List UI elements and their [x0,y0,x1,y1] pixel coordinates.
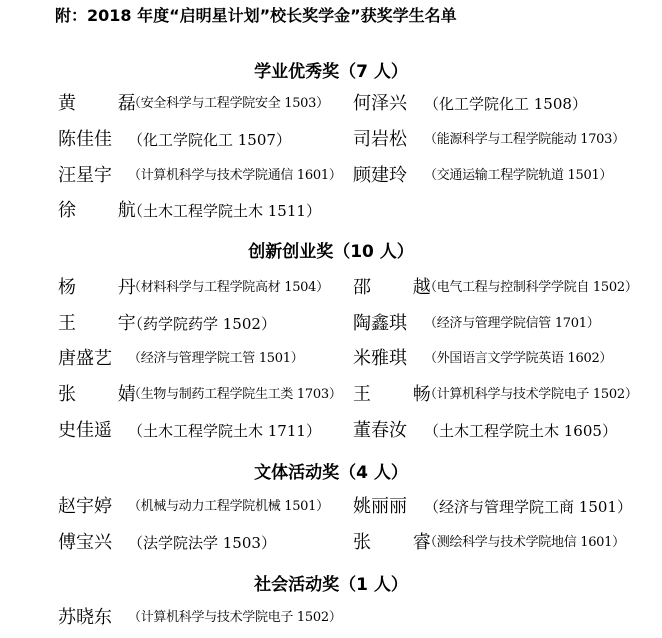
section-heading-arts-sports: 文体活动奖（4 人） [254,463,408,483]
awardee-dept: （计算机科学与技术学院电子 1502） [424,387,638,402]
awardee-name: 汪星宇 [58,165,112,186]
awardee-dept: （交通运输工程学院轨道 1501） [424,168,613,183]
awardee-name: 姚丽丽 [353,496,407,517]
awardee-dept: （土木工程学院土木 1711） [128,422,321,440]
awardee-dept: （机械与动力工程学院机械 1501） [128,499,329,514]
section-heading-innovation: 创新创业奖（10 人） [248,242,414,262]
document-title: 附：2018 年度“启明星计划”校长奖学金”获奖学生名单 [55,6,457,25]
awardee-name: 司岩松 [353,129,407,150]
awardee-dept: （药学院药学 1502） [128,315,276,333]
awardee-name: 王 畅 [353,384,449,405]
awardee-dept: （法学院法学 1503） [128,534,276,552]
awardee-dept: （化工学院化工 1508） [424,95,587,113]
awardee-name: 史佳遥 [58,420,112,441]
awardee-name: 黄 磊 [58,93,154,114]
awardee-name: 傅宝兴 [58,532,112,553]
awardee-name: 陈佳佳 [58,129,112,150]
awardee-dept: （化工学院化工 1507） [128,131,291,149]
awardee-name: 何泽兴 [353,93,407,114]
awardee-name: 苏晓东 [58,607,112,628]
awardee-name: 徐 航 [58,200,154,221]
awardee-name: 陶鑫琪 [353,313,407,334]
awardee-name: 米雅琪 [353,348,407,369]
section-heading-academic: 学业优秀奖（7 人） [254,62,408,82]
awardee-name: 赵宇婷 [58,496,112,517]
awardee-dept: （经济与管理学院信管 1701） [424,316,600,331]
awardee-dept: （材料科学与工程学院高材 1504） [128,280,329,295]
awardee-dept: （土木工程学院土木 1511） [128,202,321,220]
awardee-dept: （安全科学与工程学院安全 1503） [128,96,329,111]
awardee-dept: （经济与管理学院工管 1501） [128,351,304,366]
awardee-dept: （能源科学与工程学院能动 1703） [424,132,625,147]
awardee-name: 董春汝 [353,420,407,441]
awardee-dept: （计算机科学与技术学院通信 1601） [128,168,342,183]
section-heading-social: 社会活动奖（1 人） [254,575,408,595]
awardee-name: 张 睿 [353,532,449,553]
awardee-dept: （外国语言文学学院英语 1602） [424,351,613,366]
awardee-name: 张 婧 [58,384,154,405]
awardee-name: 顾建玲 [353,165,407,186]
awardee-name: 唐盛艺 [58,348,112,369]
awardee-dept: （经济与管理学院工商 1501） [424,498,632,516]
awardee-name: 邵 越 [353,277,449,298]
awardee-dept: （土木工程学院土木 1605） [424,422,617,440]
awardee-name: 王 宇 [58,313,154,334]
awardee-dept: （计算机科学与技术学院电子 1502） [128,610,342,625]
awardee-name: 杨 丹 [58,277,154,298]
awardee-dept: （电气工程与控制科学学院自 1502） [424,280,638,295]
awardee-dept: （生物与制药工程学院生工类 1703） [128,387,342,402]
awardee-dept: （测绘科学与技术学院地信 1601） [424,535,625,550]
